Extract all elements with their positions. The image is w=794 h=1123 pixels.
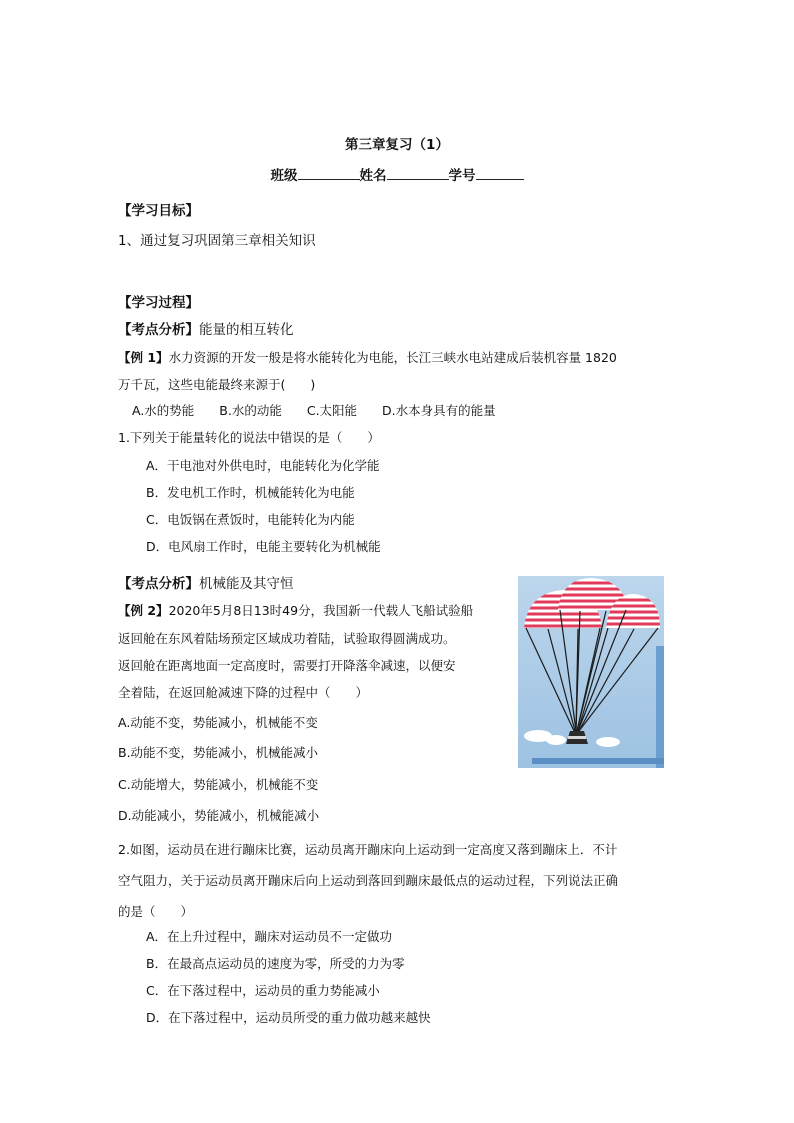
example2-line3: 返回舱在距离地面一定高度时，需要打开降落伞减速，以便安 — [118, 658, 456, 673]
question2-line3: 的是（ ） — [118, 904, 194, 919]
question2-option-b: B．在最高点运动员的速度为零，所受的力为零 — [146, 956, 405, 971]
student-id-blank — [476, 167, 524, 180]
example1-text: 水力资源的开发一般是将水能转化为电能，长江三峡水电站建成后装机容量 1820 — [168, 350, 617, 365]
question1-option-a: A．干电池对外供电时，电能转化为化学能 — [146, 458, 380, 473]
section-topic: 机械能及其守恒 — [199, 576, 294, 592]
example2-option-d: D.动能减小，势能减小，机械能减小 — [118, 808, 320, 823]
question1-option-c: C．电饭锅在煮饭时，电能转化为内能 — [146, 512, 355, 527]
class-label: 班级 — [270, 168, 298, 184]
question2-option-a: A．在上升过程中，蹦床对运动员不一定做功 — [146, 929, 393, 944]
side-strip — [656, 646, 664, 768]
example2-line4: 全着陆，在返回舱减速下降的过程中（ ） — [118, 685, 369, 700]
example1-tag: 【例 1】 — [118, 350, 169, 365]
example1-line2: 万千瓦，这些电能最终来源于( ) — [118, 377, 316, 392]
ground-strip — [532, 758, 664, 764]
section-tag: 【考点分析】 — [118, 322, 199, 338]
objective-item: 1、通过复习巩固第三章相关知识 — [118, 233, 316, 249]
objectives-heading: 【学习目标】 — [118, 203, 199, 219]
question2-line2: 空气阻力，关于运动员离开蹦床后向上运动到落回到蹦床最低点的运动过程，下列说法正确 — [118, 873, 619, 888]
example2-tag: 【例 2】 — [118, 603, 169, 618]
student-id-label: 学号 — [448, 168, 476, 184]
question1-stem: 1.下列关于能量转化的说法中错误的是（ ） — [118, 430, 380, 445]
page-title: 第三章复习（1） — [345, 137, 449, 153]
question2-option-d: D．在下落过程中，运动员所受的重力做功越来越快 — [146, 1010, 431, 1025]
parachute-photo — [518, 576, 664, 768]
name-blank — [387, 167, 449, 180]
example1-line1 — [118, 348, 617, 366]
section-tag: 【考点分析】 — [118, 576, 199, 592]
name-label: 姓名 — [359, 168, 387, 184]
example2-text: 2020年5月8日13时49分，我国新一代载人飞船试验船 — [168, 603, 474, 618]
question2-line1: 2.如图，运动员在进行蹦床比赛，运动员离开蹦床向上运动到一定高度又落到蹦床上．不计 — [118, 842, 618, 857]
class-blank — [298, 167, 360, 180]
question2-option-c: C．在下落过程中，运动员的重力势能减小 — [146, 983, 380, 998]
section-heading-energy-conversion — [118, 318, 294, 338]
process-heading: 【学习过程】 — [118, 295, 199, 311]
example1-options: A.水的势能 B.水的动能 C.太阳能 D.水本身具有的能量 — [132, 403, 496, 418]
example2-option-c: C.动能增大，势能减小，机械能不变 — [118, 777, 319, 792]
section-heading-mechanical-energy — [118, 572, 294, 592]
example2-option-b: B.动能不变，势能减小，机械能减小 — [118, 745, 319, 760]
example2-option-a: A.动能不变，势能减小，机械能不变 — [118, 715, 318, 730]
example2-line2: 返回舱在东风着陆场预定区域成功着陆，试验取得圆满成功。 — [118, 631, 456, 646]
example2-line1 — [118, 601, 473, 619]
student-info-line — [0, 164, 794, 184]
question1-option-b: B．发电机工作时，机械能转化为电能 — [146, 485, 355, 500]
section-topic: 能量的相互转化 — [199, 322, 294, 338]
question1-option-d: D．电风扇工作时，电能主要转化为机械能 — [146, 539, 381, 554]
